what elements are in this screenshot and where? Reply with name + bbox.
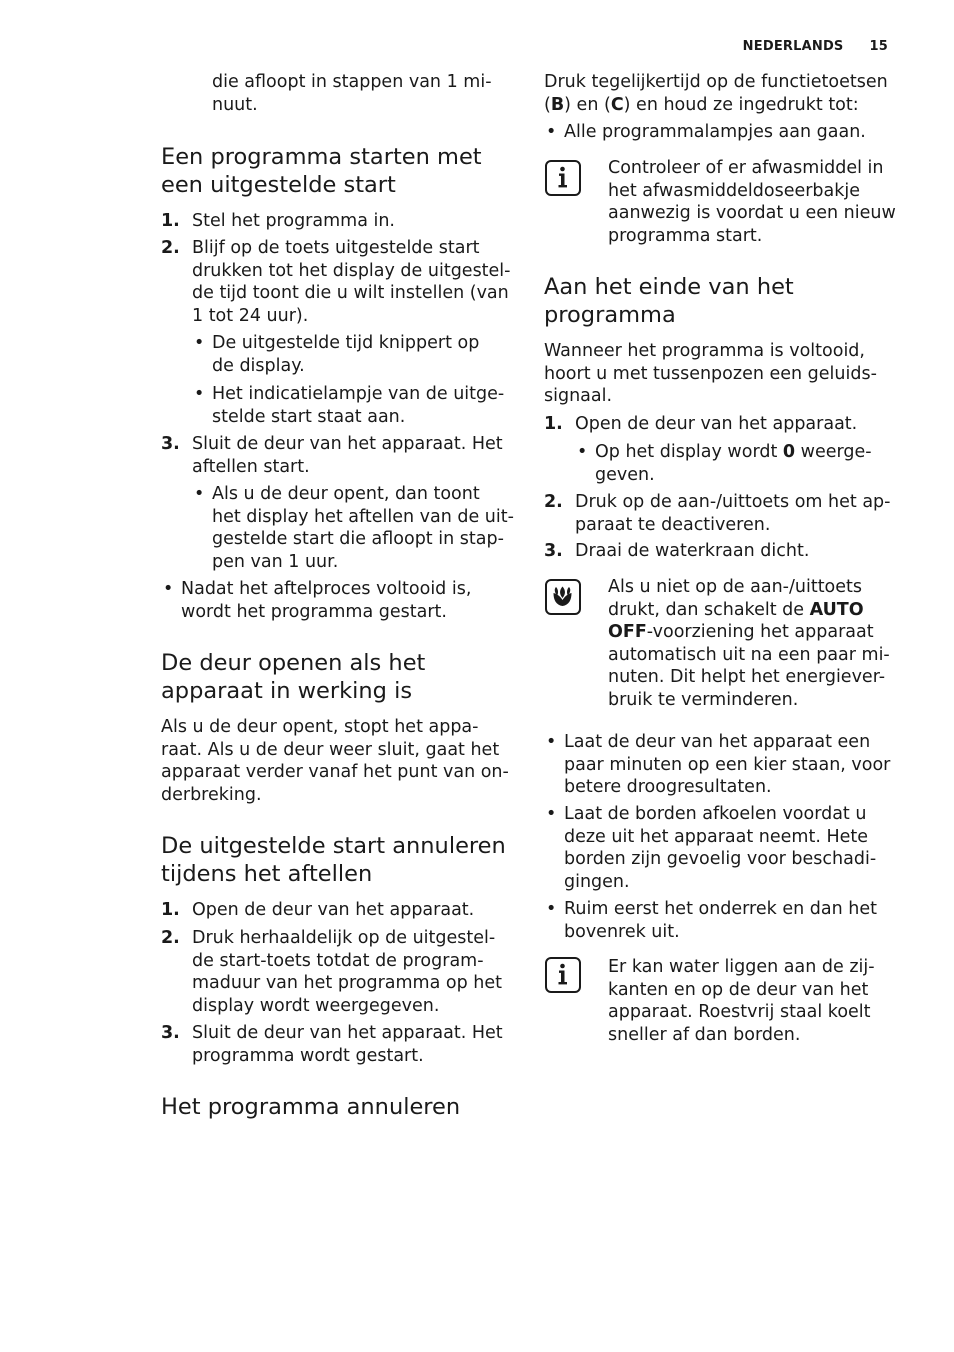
bullet-text: Laat de borden afkoelen voordat u deze uit het apparaat neemt. Hete borden zijn gevoelig voor beschadi- gingen. (564, 804, 877, 892)
step-text: Druk op de aan-/uittoets om het ap- paraat te deactiveren. (575, 492, 891, 535)
step-number: 2. (161, 238, 180, 258)
eco-note-text: Als u niet op de aan-/uittoets drukt, dan schakelt de AUTO OFF-voorziening het apparaat automatisch uit na een paar mi- nuten. Dit helpt het energiever- bruik te verminderen. (608, 577, 890, 710)
bullet-text: Het indicatielampje van de uitge- stelde start staat aan. (212, 384, 505, 427)
bullet-icon: • (546, 804, 557, 824)
step-number: 2. (544, 492, 563, 512)
bullet-icon: • (194, 384, 205, 404)
section-title-door-open: De deur openen als het apparaat in werking is (161, 650, 426, 704)
section-body: Als u de deur opent, stopt het appa- raat. Als u de deur weer sluit, gaat het apparaat verder vanaf het punt van on- derbreking. (161, 717, 509, 805)
intro-line-2: (B) en (C) en houd ze ingedrukt tot: (544, 95, 859, 115)
info-note-text: Controleer of er afwasmiddel in het afwasmiddeldoseerbakje aanwezig is voordat u een nieuw programma start. (608, 158, 896, 246)
step-number: 3. (544, 541, 563, 561)
bullet-text: Op het display wordt 0 weerge- geven. (595, 442, 872, 485)
page-header (743, 39, 888, 54)
step-text: Stel het programma in. (192, 211, 395, 231)
section-body: Wanneer het programma is voltooid, hoort u met tussenpozen een geluids- signaal. (544, 341, 877, 407)
section-title-end-of-program: Aan het einde van het programma (544, 274, 794, 328)
bullet-text: De uitgestelde tijd knippert op de display. (212, 333, 480, 376)
info-icon (545, 957, 581, 993)
step-text: Open de deur van het apparaat. (575, 414, 858, 434)
step-number: 1. (544, 414, 563, 434)
step-number: 1. (161, 211, 180, 231)
section-title-cancel-delay: De uitgestelde start annuleren tijdens het aftellen (161, 833, 506, 887)
step-text: Sluit de deur van het apparaat. Het aftellen start. (192, 434, 503, 477)
bullet-text: Nadat het aftelproces voltooid is, wordt het programma gestart. (181, 579, 472, 622)
step-text: Blijf op de toets uitgestelde start drukken tot het display de uitgestel- de tijd toont die u wilt instellen (van 1 tot 24 uur). (192, 238, 511, 326)
bullet-icon: • (546, 899, 557, 919)
bullet-text: Laat de deur van het apparaat een paar minuten op een kier staan, voor betere droogresultaten. (564, 732, 891, 798)
page-number: 15 (869, 39, 888, 54)
bullet-icon: • (546, 732, 557, 752)
section-title-cancel-program: Het programma annuleren (161, 1094, 461, 1120)
intro-line-2: nuut. (212, 95, 258, 115)
info-note-text: Er kan water liggen aan de zij- kanten en op de deur van het apparaat. Roestvrij staal koelt sneller af dan borden. (608, 957, 875, 1045)
bullet-icon: • (546, 122, 557, 142)
intro-line-1: Druk tegelijkertijd op de functietoetsen (544, 72, 888, 92)
step-number: 3. (161, 1023, 180, 1043)
bullet-icon: • (194, 333, 205, 353)
header-language: NEDERLANDS (742, 39, 844, 54)
step-text: Druk herhaaldelijk op de uitgestel- de start-toets totdat de program- maduur van het programma op het display wordt weergegeven. (192, 928, 502, 1016)
eco-leaf-icon (545, 579, 581, 615)
bullet-icon: • (577, 442, 588, 462)
bullet-icon: • (194, 484, 205, 504)
section-title-delayed-start: Een programma starten met een uitgestelde start (161, 144, 482, 198)
step-text: Sluit de deur van het apparaat. Het programma wordt gestart. (192, 1023, 503, 1066)
intro-line-1: die afloopt in stappen van 1 mi- (212, 72, 492, 92)
bullet-text: Als u de deur opent, dan toont het display het aftellen van de uit- gestelde start die afloopt in stap- pen van 1 uur. (212, 484, 514, 572)
step-number: 3. (161, 434, 180, 454)
bullet-icon: • (163, 579, 174, 599)
bullet-text: Alle programmalampjes aan gaan. (564, 122, 866, 142)
info-icon (545, 160, 581, 196)
step-text: Draai de waterkraan dicht. (575, 541, 810, 561)
bullet-text: Ruim eerst het onderrek en dan het bovenrek uit. (564, 899, 877, 942)
step-text: Open de deur van het apparaat. (192, 900, 475, 920)
step-number: 2. (161, 928, 180, 948)
step-number: 1. (161, 900, 180, 920)
